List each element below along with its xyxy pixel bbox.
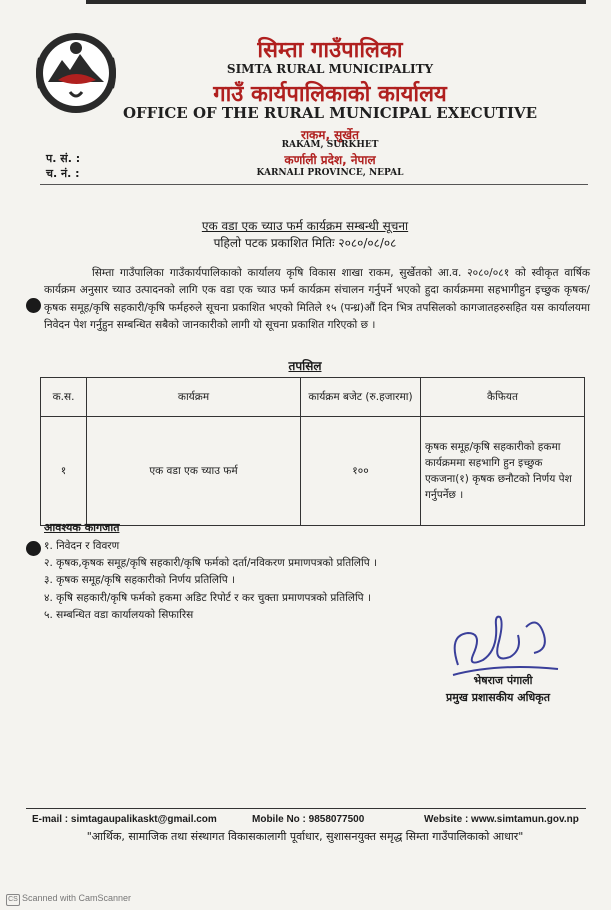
scanner-watermark (6, 893, 131, 906)
chalani-number-label: च. नं. : (46, 167, 80, 180)
list-item: ३. कृषक समूह/कृषि सहकारीको निर्णय प्रतिलिपि । (44, 574, 236, 587)
office-name-np: गाउँ कार्यपालिकाको कार्यालय (213, 82, 447, 107)
municipality-name-np: सिम्ता गाउँपालिका (257, 38, 403, 63)
header-budget: कार्यक्रम बजेट (रु.हजारमा) (301, 378, 421, 417)
table-header-row (41, 378, 585, 417)
documents-heading: आवश्यक कागजात (44, 521, 120, 534)
table-heading: तपसिल (288, 359, 322, 373)
header-serial: क.स. (41, 378, 87, 417)
signatory-name: भेषराज पंगाली (473, 674, 533, 687)
notice-body (44, 265, 590, 335)
documents-list (44, 538, 377, 624)
footer-email: E-mail : simtagaupalikaskt@gmail.com (32, 814, 217, 825)
cell-serial: १ (41, 417, 87, 526)
header-divider (40, 184, 588, 185)
header-programme: कार्यक्रम (87, 378, 301, 417)
table-row (41, 417, 585, 526)
footer-mobile: Mobile No : 9858077500 (252, 814, 365, 825)
top-border (86, 0, 586, 4)
place-en: RAKAM, SURKHET (281, 140, 379, 150)
office-name-en: OFFICE OF THE RURAL MUNICIPAL EXECUTIVE (122, 104, 538, 122)
cell-budget: १०० (301, 417, 421, 526)
notice-body-text: सिम्ता गाउँपालिका गाउँकार्यपालिकाको कार्यालय कृषि विकास शाखा राकम, सुर्खेतको आ.व. २०८०/०८१ को स्वीकृत वार्षिक कार्यक्रम अनुसार च्याउ उत्पादनको लागि एक वडा एक च्याउ फर्म कार्यक्रम संचालन गर्नुपर्ने भएको हुदा कार्यक्रममा सहभागीहुन इच्छुक कृषक/कृषक समूह/कृषि सहकारी/कृषि फर्महरुले सूचना प्रकाशित भएको मितिले १५ (पन्ध्र)औं दिन भित्र तपसिलको कागजातहरुसहित यस कार्यालयमा निवेदन पेश गर्नुहुन सम्बन्धित सबैको जानकारीको लागी यो सूचना प्रकाशित गरिएको छ । (44, 267, 590, 332)
cell-programme: एक वडा एक च्याउ फर्म (87, 417, 301, 526)
list-item: ५. सम्बन्धित वडा कार्यालयको सिफारिस (44, 608, 194, 621)
camscanner-icon: CS (6, 894, 20, 906)
footer-motto: "आर्थिक, सामाजिक तथा संस्थागत विकासकालागी पूर्वाधार, सुशासनयुक्त समृद्ध सिम्ता गाउँपालिकाको आधार" (86, 830, 524, 843)
municipality-name-en: SIMTA RURAL MUNICIPALITY (226, 62, 434, 76)
header-remarks: कैफियत (421, 378, 585, 417)
cell-remarks: कृषक समूह/कृषि सहकारीको हकमा कार्यक्रममा सहभागि हुन इच्छुक एकजना(१) कृषक छनौटको निर्णय पेश गर्नुपर्नेछ । (421, 417, 585, 526)
programme-table (40, 377, 585, 526)
list-item: ४. कृषि सहकारी/कृषि फर्मको हकमा अडिट रिपोर्ट र कर चुक्ता प्रमाणपत्रको प्रतिलिपि । (44, 591, 371, 604)
hole-punch-mark (26, 541, 41, 556)
patra-sankhya-label: प. सं. : (46, 152, 81, 165)
place-np: राकम, सुर्खेत (301, 128, 359, 142)
notice-title: एक वडा एक च्याउ फर्म कार्यक्रम सम्बन्धी सूचना (201, 219, 409, 233)
list-item: २. कृषक,कृषक समूह/कृषि सहकारी/कृषि फर्मको दर्ता/नविकरण प्रमाणपत्रको प्रतिलिपि । (44, 557, 378, 570)
publish-date: पहिलो पटक प्रकाशित मितिः २०८०/०८/०८ (213, 236, 397, 250)
footer-divider (26, 808, 586, 809)
hole-punch-mark (26, 298, 41, 313)
signatory-title: प्रमुख प्रशासकीय अधिकृत (446, 691, 550, 704)
province-en: KARNALI PROVINCE, NEPAL (256, 168, 404, 178)
list-item: १. निवेदन र विवरण (44, 540, 120, 552)
footer-website: Website : www.simtamun.gov.np (424, 814, 579, 825)
province-np: कर्णाली प्रदेश, नेपाल (284, 153, 376, 167)
nepal-emblem-icon (30, 30, 122, 116)
scanner-label: Scanned with CamScanner (22, 893, 132, 903)
